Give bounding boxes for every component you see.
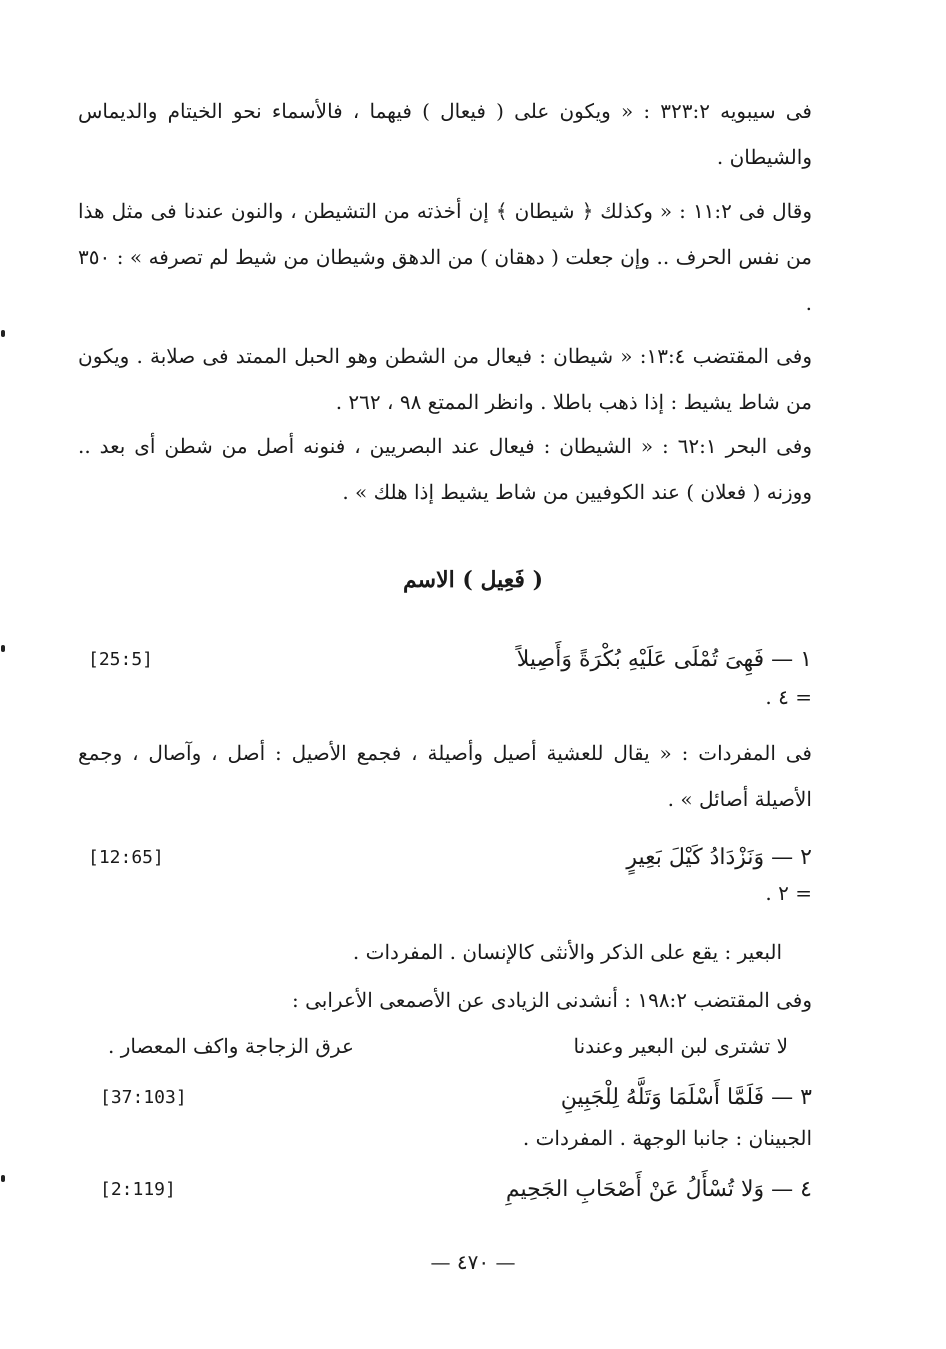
verse-1 [78, 640, 812, 680]
note-muqtadab-poem-intro: وفى المقتضب ١٩٨:٢ : أنشدنى الزيادى عن الأصمعى الأعرابى : [292, 988, 812, 1012]
poem-hemistich-first: لا تشترى لبن البعير وعندنا [573, 1034, 788, 1058]
note-baeer-text: البعير : يقع على الذكر والأنثى كالإنسان . المفردات . [352, 940, 782, 964]
paragraph-shaytan: وقال فى ١١:٢ : « وكذلك ﴿ شيطان ﴾ إن أخذته من التشيطن ، والنون عندنا فى مثل هذا من نفس الحرف .. وإن جعلت ( دهقان ) من الدهق وشيطان من شيط لم تصرفه » : ٣٥٠ . [78, 199, 812, 315]
verse-reference: [37:103] [100, 1087, 187, 1108]
paragraph-bahr: وفى البحر ٦٢:١ : « الشيطان : فيعال عند البصريين ، فنونه أصل من شطن أى بعد .. ووزنه ( فعلان ) عند الكوفيين من شاط يشيط إذا هلك » . [78, 434, 813, 504]
note-baeer [78, 932, 812, 972]
verse-3 [78, 1078, 812, 1118]
verse-reference: [25:5] [88, 649, 154, 670]
section-heading: ( فَعِيل ) الاسم [403, 567, 543, 593]
verse-count: = ٤ . [765, 685, 812, 709]
paragraph-muqtadab: وفى المقتضب ١٣:٤: « شيطان : فيعال من الشطن وهو الحبل الممتد فى صلابة . ويكون من شاط يشيط : إذا ذهب باطلا . وانظر الممتع ٩٨ ، ٢٦٢ . [78, 344, 812, 414]
scan-margin-mark [1, 1175, 5, 1182]
page-number: — ٤٧٠ — [430, 1250, 516, 1274]
verse-4 [78, 1170, 812, 1210]
verse-text: ٤ — وَلا تُسْأَلُ عَنْ أَصْحَابِ الجَحِيمِ [505, 1177, 812, 1202]
verse-text: ٢ — وَنَزْدَادُ كَيْلَ بَعِيرٍ [626, 845, 812, 870]
verse-reference: [2:119] [100, 1179, 176, 1200]
poem-hemistich-second: عرق الزجاجة واكف المعصار . [108, 1034, 354, 1058]
verse-reference: [12:65] [88, 847, 164, 868]
note-jabeenan: الجبينان : جانبا الوجهة . المفردات . [522, 1126, 812, 1150]
paragraph-sibawayh: فى سيبويه ٣٢٣:٢ : « ويكون على ( فيعال ) فيهما ، فالأسماء نحو الخيتام والديماس والشيطان . [78, 99, 812, 169]
scan-margin-mark [1, 645, 5, 652]
verse-count: = ٢ . [765, 881, 812, 905]
scan-margin-mark [1, 330, 5, 337]
note-mufradat-asil: فى المفردات : « يقال للعشية أصيل وأصيلة ، فجمع الأصيل : أصل ، وآصال ، وجمع الأصيلة أصائل » . [78, 741, 812, 811]
verse-text: ٣ — فَلَمَّا أَسْلَمَا وَتَلَّهُ لِلْجَبِينِ [560, 1085, 812, 1110]
verse-2 [78, 838, 812, 878]
verse-text: ١ — فَهِىَ تُمْلَى عَلَيْهِ بُكْرَةً وَأَصِيلاً [516, 647, 812, 672]
poem-line [78, 1026, 788, 1066]
